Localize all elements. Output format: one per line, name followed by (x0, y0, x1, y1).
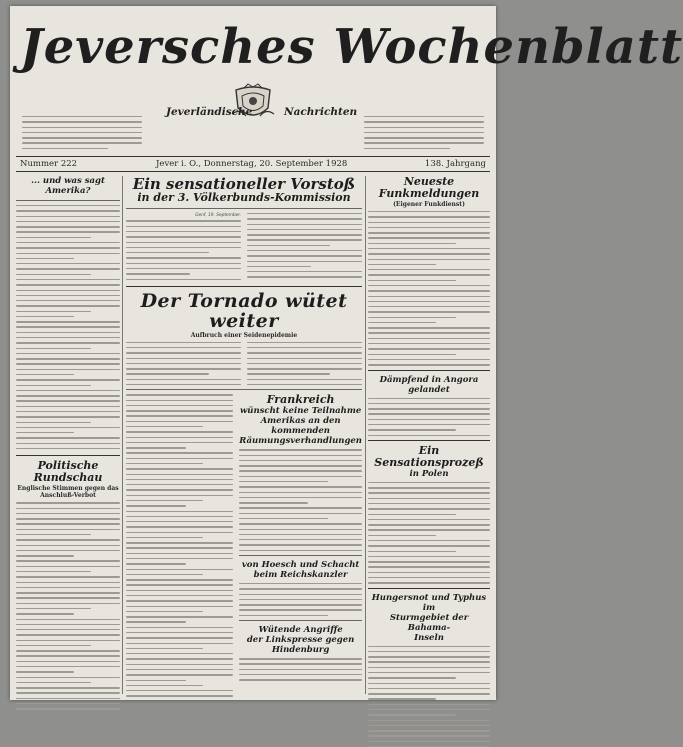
article-tornado (126, 342, 362, 390)
article-sensation (126, 213, 362, 284)
masthead-right-note (364, 116, 484, 153)
headline-famine-1: Hungersnot und Typhus im (371, 592, 487, 613)
headline-trial-2: in Polen (409, 468, 449, 479)
column-2 (126, 176, 362, 696)
subtitle-left: Jeverländische (166, 106, 253, 118)
subtitle-right: Nachrichten (284, 106, 358, 118)
subheadline-radio: (Eigener Funkdienst) (393, 201, 465, 208)
article-political-text (16, 502, 120, 709)
newspaper-title: Jeversches Wochenblatt (20, 19, 683, 75)
article-radio-text (368, 211, 490, 366)
headline-france-2: wünscht keine Teilnahme (239, 406, 362, 417)
headline-angora: Dämpfend in Angora gelandet (379, 374, 479, 395)
headline-france-3: Amerikas an den kommenden (260, 416, 341, 437)
headline-radio-news: Neueste Funkmeldungen (378, 175, 480, 200)
column-rule (122, 176, 123, 694)
subheadline-political: Englische Stimmen gegen das Anschluß-Verbot (17, 485, 119, 500)
column-3 (368, 176, 490, 696)
article-trial-text (368, 482, 490, 584)
headline-famine-2: Sturmgebiet der Bahama- (389, 612, 469, 633)
headline-hoesch-2: beim Reichskanzler (253, 570, 348, 581)
article-lower-left (126, 394, 233, 700)
headline-trial-1: Ein Sensationsprozeß (374, 443, 484, 469)
place-date: Jever i. O., Donnerstag, 20. September 1928 (156, 159, 348, 169)
headline-hoesch-1: von Hoesch und Schacht (241, 560, 360, 571)
masthead (16, 12, 683, 140)
headline-sensation-line2: in der 3. Völkerbunds-Kommission (137, 191, 351, 204)
column-1 (16, 176, 120, 696)
headline-attacks-3: Hindenburg (271, 645, 330, 656)
issue-number: Nummer 222 (20, 159, 78, 169)
lower-columns (126, 394, 362, 700)
headline-political-roundup: Politische Rundschau (33, 459, 103, 485)
column-rule (365, 176, 366, 694)
masthead-left-note (22, 116, 142, 153)
volume: 138. Jahrgang (424, 159, 486, 169)
coat-of-arms-icon (230, 84, 276, 124)
headline-tornado: Der Tornado wütet weiter (140, 289, 348, 332)
headline-france-4: Räumungsverhandlungen (239, 436, 362, 447)
article-famine-text (368, 646, 490, 747)
dateline (16, 156, 490, 172)
article-angora-text (368, 398, 490, 436)
article-america-text (16, 205, 120, 449)
headline-attacks-1: Wütende Angriffe (258, 625, 343, 636)
headline-america: ... und was sagt Amerika? (31, 176, 105, 196)
headline-france-1: Frankreich (266, 393, 335, 407)
article-sensation-byline: Genf, 19. September. (195, 213, 241, 218)
newspaper-page (10, 6, 683, 700)
headline-sensation-line1: Ein sensationeller Vorstoß (132, 175, 356, 193)
article-lower-right (239, 394, 362, 700)
subheadline-tornado: Aufbruch einer Seidenepidemie (190, 331, 298, 339)
headline-famine-3: Inseln (414, 632, 444, 643)
headline-attacks-2: der Linkspresse gegen (246, 635, 355, 646)
